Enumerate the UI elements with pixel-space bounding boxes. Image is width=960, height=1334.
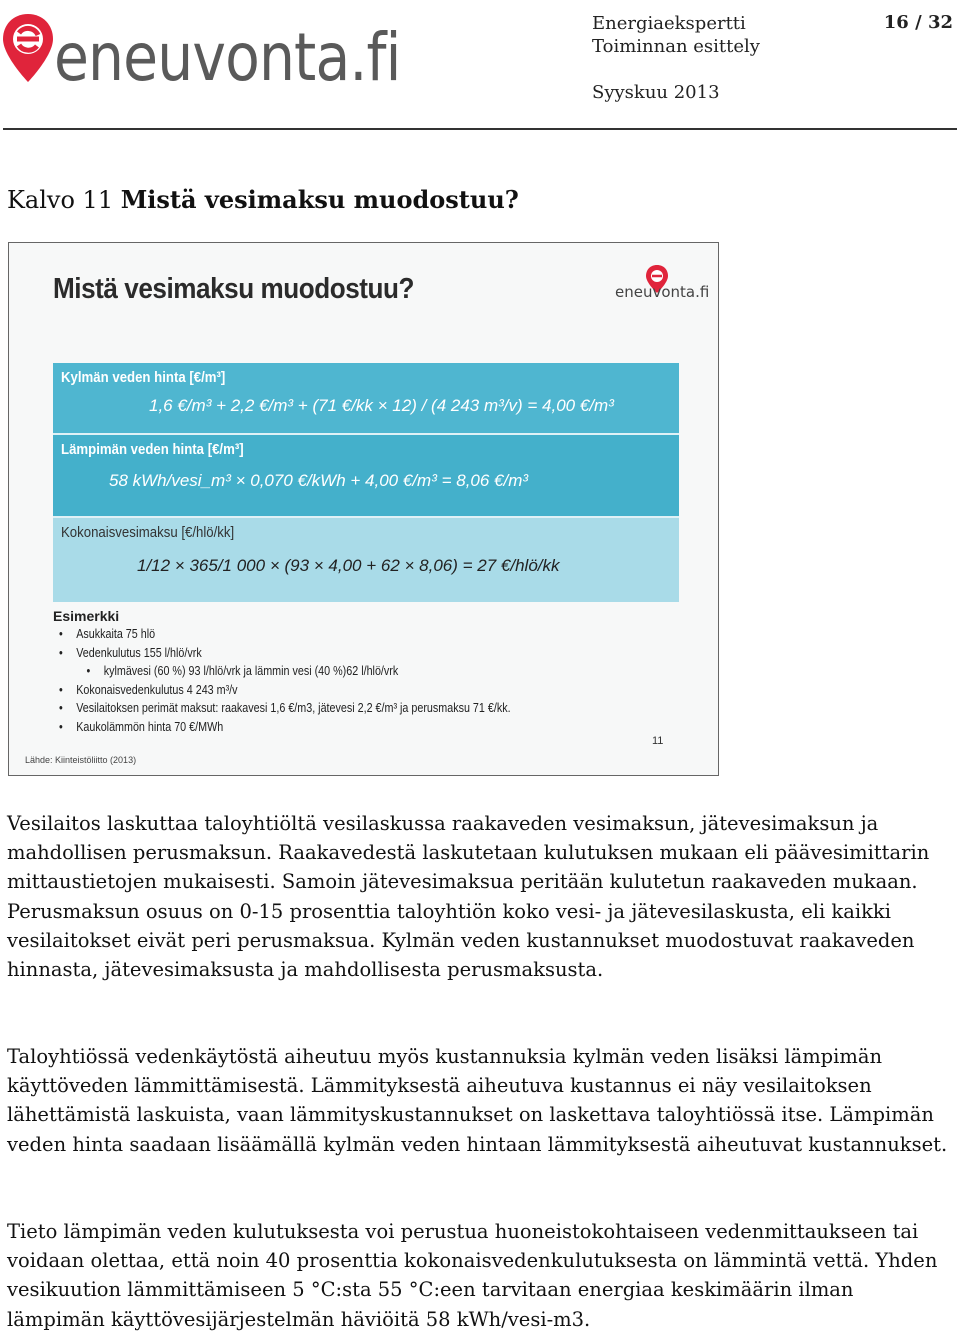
total-fee-label: Kokonaisvesimaksu [€/hlö/kk] xyxy=(61,524,235,541)
document-meta xyxy=(592,12,760,104)
paragraph-hot-water-cost: Taloyhtiössä vedenkäytöstä aiheutuu myös kustannuksia kylmän veden lisäksi lämpimän käyttöveden lämmittämisestä. Lämmityksestä aiheutuva kustannus ei näy vesilaitoksen lähettämistä laskuista, vaan lämmityskustannukset on laskettava taloyhtiössä itse. Lämpimän veden hinta saadaan lisäämällä kylmän veden hintaan lämmityksestä aiheutuvat kustannukset. xyxy=(7,1045,948,1156)
list-item: • Vedenkulutus 155 l/hlö/vrk xyxy=(59,644,511,663)
list-item: • Kokonaisvedenkulutus 4 243 m³/v xyxy=(59,681,511,700)
list-item: • kylmävesi (60 %) 93 l/hlö/vrk ja lämmin vesi (40 %)62 l/hlö/vrk xyxy=(59,662,511,681)
slide-source: Lähde: Kiinteistöliitto (2013) xyxy=(25,755,137,765)
page-header xyxy=(0,0,960,131)
section-prefix: Kalvo 11 xyxy=(7,186,121,214)
list-item: • Vesilaitoksen perimät maksut: raakavesi 1,6 €/m3, jätevesi 2,2 €/m³ ja perusmaksu 71 €/kk. xyxy=(59,699,511,718)
cold-water-label: Kylmän veden hinta [€/m³] xyxy=(61,369,226,386)
meta-author: Energiaekspertti xyxy=(592,13,746,34)
paragraph-consumption: Tieto lämpimän veden kulutuksesta voi perustua huoneistokohtaiseen vedenmittaukseen tai voidaan olettaa, että noin 40 prosenttia kokonaisvedenkulutuksesta on lämmintä vettä. Yhden vesikuution lämmittämiseen 5 °C:sta 55 °C:een tarvitaan energiaa keskimäärin ilman lämpimän käyttövesijärjestelmän häviöitä 58 kWh/vesi-m3. xyxy=(7,1220,938,1331)
meta-date: Syyskuu 2013 xyxy=(592,82,720,103)
section-heading: Mistä vesimaksu muodostuu? xyxy=(120,185,519,214)
slide-image xyxy=(8,242,719,776)
slide-logo-text: eneuvonta.fi xyxy=(615,283,710,301)
hot-water-price-box xyxy=(53,433,679,518)
header-divider xyxy=(3,128,957,130)
logo-text: eneuvonta.fi xyxy=(54,19,401,96)
total-fee-formula: 1/12 × 365/1 000 × (93 × 4,00 + 62 × 8,06) = 27 €/hlö/kk xyxy=(137,556,560,575)
slide-title: Mistä vesimaksu muodostuu? xyxy=(53,273,415,305)
list-item: • Asukkaita 75 hlö xyxy=(59,625,511,644)
meta-subject: Toiminnan esittely xyxy=(592,36,760,57)
hot-water-label: Lämpimän veden hinta [€/m³] xyxy=(61,441,244,458)
list-item: • Kaukolämmön hinta 70 €/MWh xyxy=(59,718,511,737)
example-title: Esimerkki xyxy=(53,608,120,624)
cold-water-formula: 1,6 €/m³ + 2,2 €/m³ + (71 €/kk × 12) / (4 243 m³/v) = 4,00 €/m³ xyxy=(149,396,614,415)
section-title xyxy=(7,185,519,214)
example-list xyxy=(59,625,584,736)
total-water-fee-box xyxy=(53,516,679,602)
location-pin-icon xyxy=(2,6,62,98)
cold-water-price-box xyxy=(53,363,679,433)
hot-water-formula: 58 kWh/vesi_m³ × 0,070 €/kWh + 4,00 €/m³ = 8,06 €/m³ xyxy=(109,471,529,490)
page-number: 16 / 32 xyxy=(883,12,953,33)
eneuvonta-logo xyxy=(2,6,412,98)
paragraph-water-billing: Vesilaitos laskuttaa taloyhtiöltä vesilaskussa raakaveden vesimaksun, jätevesimaksun ja mahdollisen perusmaksun. Raakavedestä laskutetaan kulutuksen mukaan eli päävesimittarin mittaustietojen mukaisesti. Samoin jätevesimaksua peritään kulutetun raakaveden mukaan. Perusmaksun osuus on 0-15 prosenttia taloyhtiön koko vesi- ja jätevesilaskusta, eli kaikki vesilaitokset eivät peri perusmaksua. Kylmän veden kustannukset muodostuvat raakaveden hinnasta, jätevesimaksusta ja mahdollisesta perusmaksusta. xyxy=(7,812,930,982)
slide-number: 11 xyxy=(652,735,664,747)
